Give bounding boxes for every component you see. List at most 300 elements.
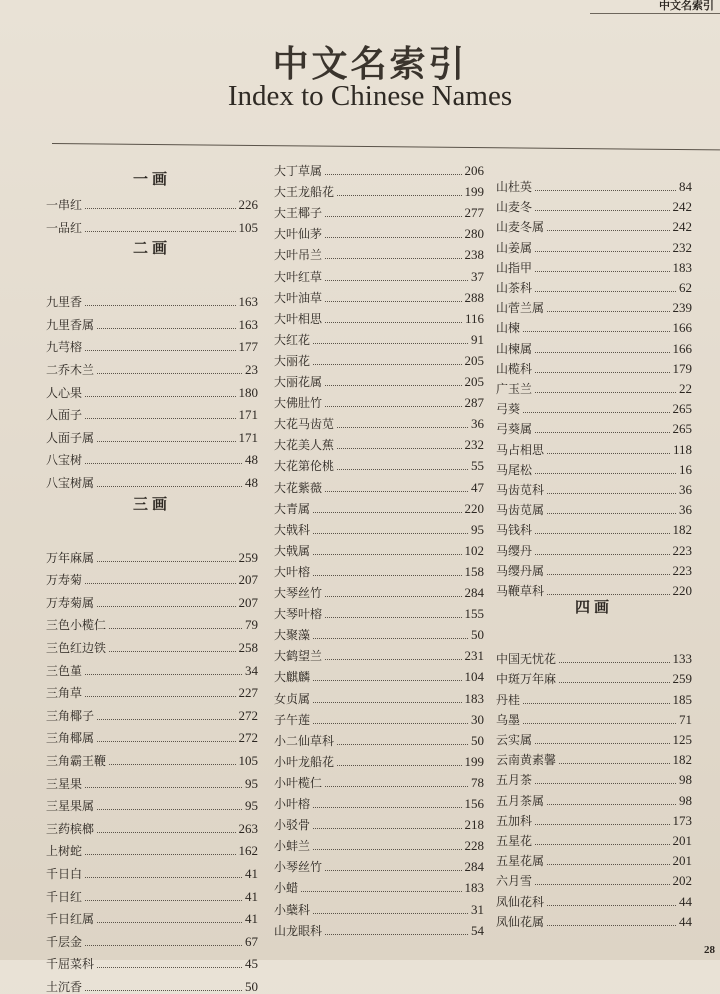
entry-name: 大佛肚竹 [274, 396, 323, 411]
dot-leader [535, 844, 669, 845]
entry-name: 山楝 [496, 321, 521, 336]
index-entry [496, 214, 692, 234]
entry-name: 大聚藻 [274, 628, 311, 643]
entry-page-number: 36 [471, 416, 484, 432]
dot-leader [535, 251, 669, 252]
entry-name: 乌墨 [496, 712, 521, 727]
index-entry [274, 707, 484, 727]
entry-name: 云南黄素馨 [496, 753, 557, 768]
entry-name: 弓葵属 [496, 422, 533, 437]
index-entry [274, 179, 484, 199]
dot-leader [325, 174, 461, 175]
dot-leader [535, 432, 669, 433]
entry-name: 丹桂 [496, 692, 521, 707]
entry-name: 大叶榕 [274, 564, 311, 579]
dot-leader [97, 922, 242, 923]
entry-name: 九芎榕 [46, 340, 83, 355]
entry-page-number: 162 [238, 843, 258, 859]
dot-leader [547, 230, 669, 231]
entry-page-number: 263 [238, 820, 258, 836]
dot-leader [313, 364, 461, 365]
index-entry [46, 289, 258, 309]
entry-page-number: 116 [464, 310, 484, 326]
entry-name: 马尾松 [496, 462, 533, 477]
index-entry [274, 369, 484, 389]
index-entry [274, 580, 484, 600]
dot-leader [313, 680, 461, 681]
dot-leader [547, 804, 676, 805]
index-entry [496, 707, 692, 727]
entry-name: 三色堇 [46, 663, 83, 678]
entry-page-number: 125 [672, 732, 692, 747]
entry-name: 大叶仙茅 [274, 227, 323, 242]
entry-page-number: 227 [238, 685, 258, 701]
index-entry [496, 666, 692, 686]
dot-leader [547, 905, 676, 906]
dot-leader [97, 832, 235, 833]
index-entry [496, 889, 692, 909]
index-entry [46, 838, 258, 858]
dot-leader [535, 884, 669, 885]
entry-name: 大琴叶榕 [274, 607, 323, 622]
index-entry [46, 425, 258, 445]
entry-name: 山指甲 [496, 260, 533, 275]
entry-page-number: 201 [672, 853, 692, 869]
entry-name: 三药槟榔 [46, 821, 95, 836]
index-entry [274, 517, 484, 537]
dot-leader [535, 824, 669, 825]
entry-name: 一品红 [46, 220, 83, 235]
entry-name: 马钱科 [496, 523, 533, 538]
index-entry [274, 854, 484, 874]
dot-leader [313, 343, 468, 344]
entry-name: 大麒麟 [274, 670, 311, 685]
entry-page-number: 30 [471, 711, 484, 727]
entry-page-number: 95 [245, 798, 258, 814]
index-entry [274, 812, 484, 832]
dot-leader [535, 190, 676, 191]
entry-page-number: 62 [679, 280, 692, 295]
dot-leader [337, 469, 468, 470]
dot-leader [535, 473, 676, 474]
entry-name: 千日红属 [46, 912, 95, 927]
index-entry [46, 402, 258, 422]
entry-name: 凤仙花属 [496, 914, 545, 929]
index-entry [46, 192, 258, 212]
entry-name: 小驳骨 [274, 818, 311, 833]
entry-name: 小蚌兰 [274, 839, 311, 854]
dot-leader [313, 638, 468, 639]
index-entry [496, 376, 692, 396]
entry-name: 大丁草属 [274, 164, 323, 178]
index-entry [496, 356, 692, 376]
entry-page-number: 288 [464, 289, 484, 305]
dot-leader [547, 574, 669, 575]
index-entry [496, 336, 692, 356]
entry-page-number: 22 [679, 381, 692, 396]
index-entry [496, 275, 692, 295]
entry-page-number: 238 [464, 247, 484, 263]
entry-page-number: 259 [672, 671, 692, 687]
index-entry [496, 497, 692, 517]
index-entry [274, 749, 484, 769]
entry-name: 大花紫薇 [274, 480, 323, 495]
dot-leader [325, 870, 461, 871]
entry-name: 大琴丝竹 [274, 586, 323, 600]
entry-page-number: 158 [464, 563, 484, 579]
entry-page-number: 284 [464, 585, 484, 600]
dot-leader [85, 696, 235, 697]
entry-name: 马占相思 [496, 442, 545, 457]
page-number: 28 [704, 944, 715, 956]
entry-page-number: 171 [238, 407, 258, 423]
index-entry [46, 771, 258, 791]
index-entry [274, 453, 484, 473]
index-entry [274, 306, 484, 326]
dot-leader [547, 864, 669, 865]
index-entry [496, 558, 692, 578]
entry-page-number: 102 [464, 542, 484, 558]
dot-leader [325, 406, 461, 407]
entry-page-number: 231 [464, 648, 484, 664]
entry-page-number: 95 [471, 521, 484, 537]
index-entry [46, 658, 258, 678]
entry-page-number: 44 [679, 913, 692, 929]
index-entry [496, 457, 692, 477]
index-entry [496, 235, 692, 255]
index-entry [274, 432, 484, 452]
entry-page-number: 242 [672, 219, 692, 235]
entry-page-number: 179 [672, 360, 692, 376]
entry-page-number: 228 [464, 838, 484, 854]
entry-page-number: 272 [238, 730, 258, 746]
running-head: 中文名索引 [590, 0, 720, 14]
dot-leader [313, 702, 461, 703]
entry-page-number: 207 [238, 572, 258, 588]
entry-page-number: 98 [679, 772, 692, 788]
dot-leader [523, 331, 669, 332]
entry-name: 山菅兰属 [496, 301, 545, 316]
dot-leader [535, 392, 676, 393]
dot-leader [523, 723, 676, 724]
dot-leader [85, 877, 242, 878]
entry-page-number: 277 [464, 205, 484, 221]
index-entry [274, 664, 484, 684]
index-column-1 [46, 0, 258, 994]
index-entry [274, 918, 484, 938]
dot-leader [85, 208, 235, 209]
entry-name: 三角椰子 [46, 708, 95, 723]
entry-page-number: 185 [672, 691, 692, 707]
entry-name: 子午莲 [274, 712, 311, 727]
entry-name: 千层金 [46, 934, 83, 949]
index-entry [46, 635, 258, 655]
entry-name: 大花马齿苋 [274, 417, 335, 432]
dot-leader [337, 744, 468, 745]
entry-name: 大戟科 [274, 522, 311, 537]
index-entry [274, 242, 484, 262]
entry-page-number: 98 [679, 792, 692, 808]
dot-leader [85, 674, 242, 675]
entry-name: 三色红边铁 [46, 641, 107, 655]
dot-leader [325, 659, 461, 660]
index-entry [496, 517, 692, 537]
index-entry [496, 747, 692, 767]
entry-name: 二乔木兰 [46, 363, 95, 377]
entry-page-number: 16 [679, 461, 692, 477]
index-entry [274, 728, 484, 748]
index-entry [496, 538, 692, 558]
entry-page-number: 182 [672, 522, 692, 538]
entry-page-number: 71 [679, 711, 692, 727]
entry-name: 大红花 [274, 332, 311, 347]
page-title: 中文名索引 [272, 44, 468, 85]
entry-page-number: 220 [464, 500, 484, 516]
dot-leader [85, 350, 235, 351]
dot-leader [301, 891, 461, 892]
entry-name: 小叶榄仁 [274, 775, 323, 790]
entry-page-number: 23 [245, 362, 258, 377]
dot-leader [97, 441, 235, 442]
dot-leader [97, 741, 235, 742]
entry-name: 大青属 [274, 501, 311, 516]
entry-name: 三色小榄仁 [46, 618, 107, 633]
dot-leader [535, 554, 669, 555]
entry-name: 山榄科 [496, 361, 533, 376]
entry-page-number: 67 [245, 933, 258, 949]
entry-name: 五月茶属 [496, 793, 545, 808]
entry-page-number: 183 [672, 259, 692, 275]
dot-leader [325, 385, 461, 386]
index-entry [46, 929, 258, 949]
index-entry [274, 686, 484, 706]
index-entry [46, 703, 258, 723]
index-entry [274, 158, 484, 178]
index-entry [496, 437, 692, 457]
index-entry [274, 327, 484, 347]
index-entry [496, 727, 692, 747]
dot-leader [325, 786, 468, 787]
entry-page-number: 118 [672, 441, 692, 457]
entry-name: 三星果 [46, 776, 83, 791]
entry-page-number: 258 [238, 640, 258, 655]
entry-name: 九里香属 [46, 317, 95, 332]
entry-name: 马齿苋科 [496, 483, 545, 497]
dot-leader [85, 305, 235, 306]
entry-page-number: 177 [238, 339, 258, 355]
dot-leader [85, 787, 242, 788]
dot-leader [85, 854, 235, 855]
entry-page-number: 166 [672, 320, 692, 336]
dot-leader [535, 210, 669, 211]
entry-name: 云实属 [496, 733, 533, 747]
entry-name: 大王椰子 [274, 206, 323, 221]
entry-name: 人心果 [46, 385, 83, 400]
index-column-3 [496, 0, 692, 960]
dot-leader [97, 373, 242, 374]
entry-page-number: 205 [464, 374, 484, 389]
entry-name: 大叶相思 [274, 311, 323, 326]
dot-leader [325, 934, 468, 935]
entry-name: 大王龙船花 [274, 185, 335, 200]
entry-name: 中斑万年麻 [496, 672, 557, 687]
dot-leader [97, 809, 242, 810]
index-entry [274, 791, 484, 811]
dot-leader [337, 448, 461, 449]
dot-leader [325, 617, 461, 618]
dot-leader [547, 311, 669, 312]
entry-name: 广玉兰 [496, 382, 533, 396]
index-entry [496, 687, 692, 707]
index-column-2 [274, 0, 484, 960]
entry-name: 九里香 [46, 295, 83, 310]
dot-leader [325, 280, 468, 281]
dot-leader [535, 352, 669, 353]
dot-leader [97, 486, 242, 487]
entry-name: 凤仙花科 [496, 894, 545, 909]
entry-page-number: 41 [245, 866, 258, 881]
entry-page-number: 232 [464, 437, 484, 453]
index-entry [496, 255, 692, 275]
entry-name: 人面子 [46, 408, 83, 423]
index-entry [274, 559, 484, 579]
index-entry [46, 590, 258, 610]
index-entry [274, 285, 484, 305]
dot-leader [313, 533, 468, 534]
index-entry [496, 646, 692, 666]
entry-page-number: 45 [245, 956, 258, 972]
dot-leader [523, 412, 669, 413]
entry-name: 大叶油草 [274, 290, 323, 305]
entry-page-number: 48 [245, 475, 258, 490]
entry-name: 大叶红草 [274, 269, 323, 284]
entry-name: 山茶科 [496, 281, 533, 295]
dot-leader [97, 328, 235, 329]
dot-leader [547, 513, 676, 514]
entry-page-number: 156 [464, 796, 484, 811]
entry-name: 五星花 [496, 834, 533, 848]
dot-leader [85, 583, 235, 584]
index-entry [274, 538, 484, 558]
index-entry [496, 396, 692, 416]
index-entry [274, 622, 484, 642]
entry-page-number: 226 [238, 197, 258, 212]
entry-page-number: 206 [464, 163, 484, 178]
entry-name: 千日红 [46, 889, 83, 904]
entry-page-number: 55 [471, 458, 484, 474]
entry-name: 小琴丝竹 [274, 860, 323, 875]
entry-page-number: 265 [672, 421, 692, 437]
entry-page-number: 287 [464, 395, 484, 411]
dot-leader [535, 743, 669, 744]
entry-name: 大叶吊兰 [274, 248, 323, 263]
index-entry [496, 194, 692, 214]
entry-page-number: 223 [672, 542, 692, 558]
index-entry [496, 767, 692, 787]
index-entry [496, 868, 692, 888]
entry-page-number: 50 [245, 979, 258, 994]
dot-leader [313, 723, 468, 724]
index-entry [274, 200, 484, 220]
index-entry [274, 601, 484, 621]
entry-name: 八宝树 [46, 453, 83, 468]
index-entry [46, 334, 258, 354]
entry-page-number: 95 [245, 775, 258, 791]
entry-name: 千屈菜科 [46, 957, 95, 972]
index-entry [46, 612, 258, 632]
dot-leader [325, 322, 462, 323]
entry-page-number: 199 [464, 753, 484, 769]
index-entry [46, 447, 258, 467]
index-entry [46, 545, 258, 565]
dot-leader [97, 967, 242, 968]
entry-page-number: 104 [464, 669, 484, 685]
dot-leader [85, 418, 235, 419]
entry-page-number: 205 [464, 352, 484, 368]
entry-page-number: 78 [471, 774, 484, 790]
entry-page-number: 201 [672, 833, 692, 848]
dot-leader [85, 945, 242, 946]
entry-page-number: 220 [672, 583, 692, 598]
index-entry [274, 770, 484, 790]
dot-leader [85, 990, 242, 991]
entry-name: 三角霸王鞭 [46, 754, 107, 768]
entry-page-number: 232 [672, 239, 692, 255]
entry-page-number: 284 [464, 859, 484, 875]
entry-name: 马齿苋属 [496, 503, 545, 518]
entry-name: 大丽花属 [274, 375, 323, 389]
entry-page-number: 31 [471, 901, 484, 917]
entry-name: 大丽花 [274, 353, 311, 368]
entry-page-number: 163 [238, 294, 258, 310]
index-entry [274, 496, 484, 516]
dot-leader [109, 651, 235, 652]
entry-page-number: 91 [471, 331, 484, 347]
dot-leader [313, 849, 461, 850]
index-entry [46, 357, 258, 377]
entry-name: 马缨丹 [496, 543, 533, 558]
index-entry [496, 909, 692, 929]
entry-name: 小二仙草科 [274, 733, 335, 748]
dot-leader [337, 427, 468, 428]
index-entry [46, 470, 258, 490]
dot-leader [535, 372, 669, 373]
entry-page-number: 199 [464, 184, 484, 200]
dot-leader [547, 493, 676, 494]
index-entry [46, 215, 258, 235]
entry-name: 山麦冬 [496, 200, 533, 215]
index-entry [496, 828, 692, 848]
dot-leader [313, 807, 461, 808]
page-subtitle: Index to Chinese Names [227, 80, 513, 112]
index-entry [46, 793, 258, 813]
entry-page-number: 218 [464, 817, 484, 833]
entry-page-number: 183 [464, 880, 484, 896]
entry-name: 小叶榕 [274, 797, 311, 811]
index-entry [274, 643, 484, 663]
entry-page-number: 79 [245, 617, 258, 633]
entry-name: 小叶龙船花 [274, 754, 335, 769]
entry-name: 万年麻属 [46, 550, 95, 565]
entry-name: 大鹤望兰 [274, 649, 323, 664]
section-heading: 三画 [132, 494, 171, 513]
entry-name: 上树蛇 [46, 844, 83, 859]
entry-name: 中国无忧花 [496, 652, 557, 667]
index-entry [274, 264, 484, 284]
entry-name: 山楝属 [496, 341, 533, 356]
entry-page-number: 182 [672, 752, 692, 768]
entry-page-number: 54 [471, 922, 484, 938]
